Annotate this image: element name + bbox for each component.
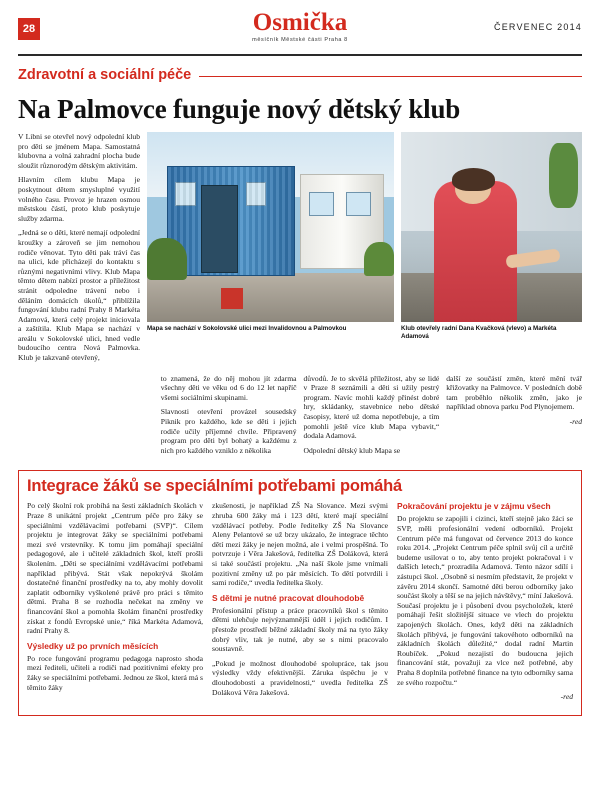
article1-column-2 bbox=[161, 374, 297, 461]
article2-title: Integrace žáků se speciálními potřebami pomáhá bbox=[27, 477, 403, 496]
photo-image bbox=[147, 132, 394, 322]
subheading: Pokračování projektu je v zájmu všech bbox=[397, 501, 551, 512]
photo-caption: Mapa se nachází v Sokolovské ulici mezi Invalidovnou a Palmovkou bbox=[147, 325, 347, 332]
paragraph: „Pokud je možnost dlouhodobé spolupráce, tak jsou výsledky vždy efektivnější. Záruka úspěchu je v dlouhodobosti a pravidelnosti,“ uvedla ředitelka ZŠ Doláková Věra Jakešová. bbox=[212, 658, 388, 697]
subheading: S dětmi je nutné pracovat dlouhodobě bbox=[212, 592, 365, 603]
paragraph: Po roce fungování programu pedagoga naprosto shoda mezi řediteli, učiteli a rodiči nad pozitivními efekty pro žáky se speciálními potřebami. Jednou ze škol, která má s těmito žáky bbox=[27, 653, 203, 692]
section-label bbox=[18, 66, 582, 86]
page-header bbox=[18, 10, 582, 56]
paragraph: zkušenosti, je například ZŠ Na Slovance. Mezi svými zhruba 600 žáky má i 123 dětí, které mají speciální vzdělávací potřeby. Podle ředitelky ZŠ Na Slovance Aleny Pelantové se už brzy ukázalo, že integrace těchto dětí mezi žáky je nejen možná, ale i velmi prospěšná. To potvrzuje i Věra Jakešová, ředitelka ZŠ Doláková, která si také součástí projektu. „Na naší škole jsme vnímali pozitivní změny už po pár měsících. To dětí potvrdili i sami rodiče,“ uvedla ředitelka školy. bbox=[212, 501, 388, 588]
door-shape bbox=[201, 185, 238, 272]
photo-councillors bbox=[401, 132, 582, 368]
window-icon bbox=[309, 192, 334, 216]
paragraph: to znamená, že do něj mohou jít zdarma všechny děti ve věku od 6 do 12 let napříč všemi sociálními skupinami. bbox=[160, 373, 297, 402]
byline: -red bbox=[569, 417, 582, 427]
article1-photos bbox=[147, 132, 582, 368]
red-object bbox=[221, 288, 243, 309]
paragraph: Profesionální přístup a práce pracovníků škol s těmito dětmi ulehčuje nejvýznamnější úděl i jejich rodičům. I přestože prostředí běžné základní školy má na tyto žáky dobrý vliv, tak je nutné, aby se s nimi pracovalo soustavně. bbox=[212, 605, 388, 654]
paragraph: Po celý školní rok probíhá na šesti základních školách v Praze 8 unikátní projekt „Centrum péče pro žáky se speciálními vzdělávacími potřebami (SVP)“. Cílem projektu je integrovat žáky se speciálními potřebami mezi své vrstevníky. K tomu jim pomáhají speciální pedagogové, ale i učitelé základních škol, kteří prošli školením. „Děti se speciálními vzdělávacími potřebami například přibývá. Stát však nepokrývá školám dostatečné finanční prostředky na to, aby mohly dovolit zaplatit odborníky vyškolené právě pro práci s těmito dětmi. Praha 8 se rozhodla nečekat na změny ve financování škol a pomohla školám finanční prostředky získat z fondů Evropské unie,“ říká Markéta Adamová, radní Prahy 8. bbox=[27, 501, 203, 636]
paragraph: Odpolední dětský klub Mapa se bbox=[303, 445, 401, 455]
article1-column-1b bbox=[18, 374, 154, 461]
article1-column-3 bbox=[304, 374, 440, 461]
paragraph: V Libni se otevřel nový odpolední klub pro děti se jménem Mapa. Samostatná klubovna a volná zahradní plocha bude sloužit různorodým dětským aktivitám. bbox=[18, 132, 140, 170]
masthead-subtitle: měsíčník Městské části Praha 8 bbox=[252, 37, 348, 43]
article2-column-3 bbox=[397, 501, 573, 706]
paragraph: Do projektu se zapojili i cizinci, kteří stejně jako žáci se SVP, měli profesionální vedení odborníků. Projekt Centrum péče má fungovat od července 2013 do konce roku 2014. „Projekt Centrum péče splnil svůj cíl a určitě budeme usilovat o to, aby tento projekt pokračoval i v dalších letech,“ prozradila Adamová. Tento názor sdílí i zástupci škol. „Osobně si nesmím představit, že projekt v závěru 2014 skončí. Samotné děti berou odborníky jako součást školy a těší se na jejich návštěvy,“ míní Jakešová. Současí projektu je i působení dvou psycholožek, které pomáhají řešit složitější situace ve vlech do projektu zapojených školách. Ones, když děti na základních školách přibývá, je fungování takovéhoto odborníků na základních školách důležité,“ dodal radní Martin Roubíček. „Pokud nezajistí do budoucna jejich financování stát, považuji za vlce než potřebné, aby Praha 8 doplnila potřebné finance na tyto odborníky sama ze svého rozpočtu.“ bbox=[397, 514, 573, 687]
window-icon bbox=[175, 182, 195, 206]
article1-column-4 bbox=[446, 374, 582, 461]
article-integrace bbox=[18, 470, 582, 715]
article-palmovka bbox=[18, 132, 582, 460]
article1-lower-columns bbox=[18, 374, 582, 461]
paragraph: další ze součástí změn, které mění tvář křižovatky na Palmovce. V posledních době tam proběhlo několik změn, jako je například obnova parku Pod Plynojemem. bbox=[446, 373, 582, 412]
photo-caption: Klub otevřely radní Dana Kvačková (vlevo) a Markéta Adamová bbox=[401, 325, 557, 340]
subheading: Výsledky už po prvních měsících bbox=[27, 640, 159, 651]
ground-region bbox=[147, 273, 394, 322]
masthead bbox=[252, 10, 348, 43]
article2-column-1 bbox=[27, 501, 203, 706]
paragraph: Hlavním cílem klubu Mapa je poskytnout dětem smysluplné využití volného času. Provoz je hrazen osmou městskou částí, proto klub poskytuje služby zdarma. bbox=[18, 175, 140, 223]
window-icon bbox=[346, 192, 371, 216]
article2-column-2 bbox=[212, 501, 388, 706]
paragraph: „Jedná se o děti, které nemají odpolední kroužky a zároveň se jim nemohou rodiče věnovat. Tyto děti pak tráví čas na ulici, kde přicházejí do kontaktu s různými negativními vlivy. Klub Mapa těmto dětem nabízí prostor a příležitost stránit odpoledne trávení nebo i děláním domácích úkolů,“ přiblížila fungování klubu radní Prahy 8 Markéta Adamová, která celý projekt iniciovala a zaštítila. Klub Mapa se nachází v areálu v Sokolovské ulici, hned vedle budoucího centra Nová Palmovka. Klub je takzvaně otevřený, bbox=[18, 228, 140, 363]
paragraph: Slavnosti otevření provázel sousedský Piknik pro každého, kde se děti i jejich rodiče učily příjemné chvíle. Připravený program pro děti byl bohatý a každému z nich pro každého vzniklo z několika bbox=[160, 407, 297, 455]
page-title: Na Palmovce funguje nový dětský klub bbox=[18, 94, 461, 124]
page-number-badge: 28 bbox=[18, 18, 40, 40]
window-icon bbox=[246, 182, 266, 206]
photo-container-nursery bbox=[147, 132, 394, 368]
paragraph: důvodů. Je to skvělá příležitost, aby se lidé v Praze 8 seznámili a děti si užily pestrý program. Navíc mohli každý přinést dobré hry, skládanky, stavebnice nebo dětské časopisy, které už doma nepotřebuje, a tím pomohli ještě více klub Mapa vybavit,“ dodala Adamová. bbox=[303, 373, 440, 441]
article2-columns bbox=[27, 501, 573, 706]
foliage-shape bbox=[549, 143, 578, 208]
photo-image bbox=[401, 132, 582, 322]
section-label-text: Zdravotní a sociální péče bbox=[18, 67, 199, 83]
article1-column-1 bbox=[18, 132, 140, 368]
masthead-title: Osmička bbox=[252, 9, 348, 36]
issue-date: ČERVENEC 2014 bbox=[494, 22, 582, 32]
foliage-left bbox=[147, 238, 187, 280]
byline: -red bbox=[560, 692, 573, 702]
person-hair bbox=[452, 168, 495, 191]
foliage-right bbox=[364, 242, 394, 276]
